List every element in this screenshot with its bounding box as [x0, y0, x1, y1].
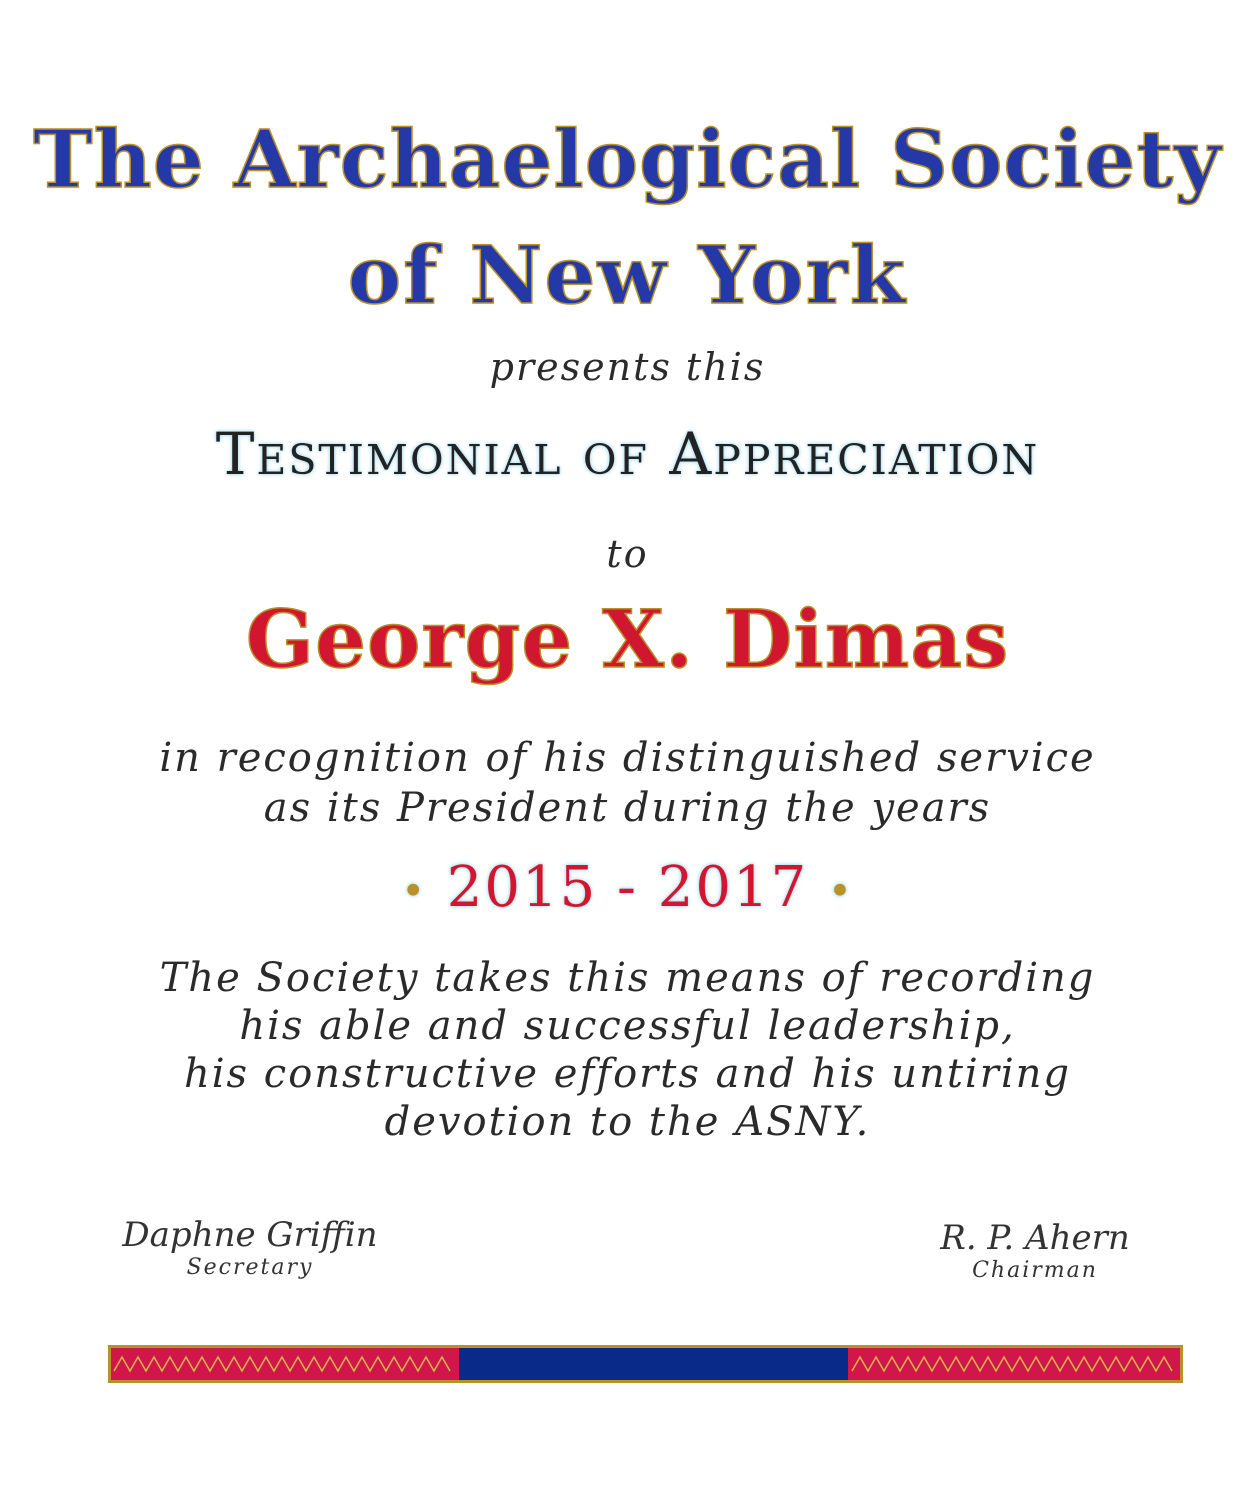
closing-line-2: his able and successful leadership, — [239, 1003, 1016, 1049]
secretary-role: Secretary — [186, 1255, 314, 1280]
chairman-role: Chairman — [972, 1258, 1098, 1283]
to-text: to — [606, 532, 649, 576]
award-title: Testimonial of Appreciation — [215, 420, 1040, 488]
decorative-border-bar — [108, 1345, 1183, 1383]
years-text: 2015 - 2017 — [446, 855, 809, 920]
closing-line-1: The Society takes this means of recording — [159, 955, 1096, 1001]
society-title-line-2: of New York — [347, 228, 908, 322]
secretary-signature-block — [120, 1215, 380, 1280]
chairman-signature-block — [920, 1218, 1150, 1283]
society-title-line-1: The Archaelogical Society — [33, 112, 1222, 206]
gold-dot-left-icon: • — [401, 868, 427, 915]
gold-dot-right-icon: • — [828, 868, 854, 915]
border-red-right — [848, 1348, 1180, 1380]
closing-line-3: his constructive efforts and his untiring — [184, 1051, 1071, 1097]
border-blue-center — [459, 1348, 848, 1380]
recipient-name: George X. Dimas — [245, 592, 1010, 686]
recognition-line-1: in recognition of his distinguished service — [159, 735, 1096, 781]
secretary-signature: Daphne Griffin — [122, 1215, 378, 1255]
closing-line-4: devotion to the ASNY. — [384, 1099, 871, 1145]
recognition-line-2: as its President during the years — [263, 785, 992, 831]
service-years — [0, 855, 1255, 920]
presents-text: presents this — [489, 345, 766, 389]
chairman-signature: R. P. Ahern — [940, 1218, 1130, 1258]
